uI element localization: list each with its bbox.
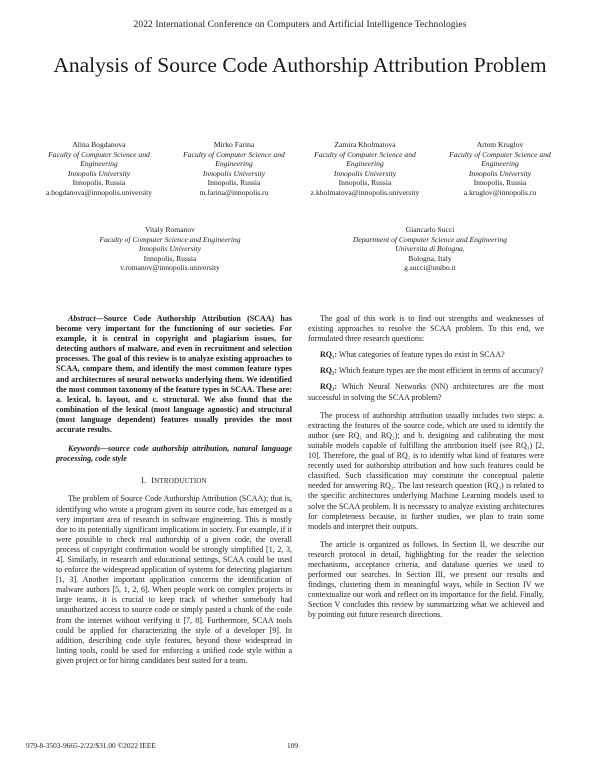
author-block [436,140,564,198]
author-affiliation: Department of Computer Science and Engineering [352,234,508,244]
abstract-label: Abstract— [68,314,104,323]
process-paragraph: The process of authorship attribution usually includes two steps: a. extracting the features of the source code, which are used to identify the author (see RQ₁ and RQ₂); and b. designing and calibrating the most suitable models capable of fulfilling the attribution itself (see RQ₃) [2, 10]. Therefore, the goal of RQ₁ is to identify what kind of features were recently used for authorship attribution and how such features could be classified. Such classification may constitute the conceptual palette needed for answering RQ₂. The last research question (RQ₃) is related to the specific architectures underlying Machine Learning models used to solve the SCAA problem. It is necessary to analyze existing architectures for completeness because, in further studies, we plan to train some models and interpret their outputs. [308,410,544,531]
author-email: v.romanov@innopolis.university [120,263,220,273]
keywords-text: source code authorship attribution, natural language processing, code style [56,444,292,464]
rq1-text: What categories of feature types do exist in SCAA? [338,350,505,360]
section-title-rest: NTRODUCTION [154,477,207,486]
section-number: I. [141,475,147,486]
author-location: Innopolis, Russia [473,178,527,188]
left-column [56,314,292,666]
keywords-label: Keywords— [68,444,108,454]
conference-header: 2022 International Conference on Computers and Artificial Intelligence Technologies [133,20,467,30]
author-affiliation: Faculty of Computer Science and Engineering [99,234,241,244]
rq3-text: Which Neural Networks (NN) architectures are the most successful in solving the SCAA problem? [308,382,544,402]
author-university: Innopolis University [333,168,397,178]
section-title-initial: I [151,475,155,486]
author-email: a.bogdanova@innopolis.university [45,187,153,197]
rq2-text: Which feature types are the most efficient in terms of accuracy? [338,366,544,376]
author-affiliation: Faculty of Computer Science and Engineering [48,149,150,169]
author-block [302,140,428,198]
author-name: Alina Bogdanova [72,140,126,149]
footer-isbn: 979-8-3503-9665-2/22/$31.00 ©2022 IEEE [26,741,156,750]
author-location: Innopolis, Russia [338,178,392,188]
keywords [56,444,292,464]
author-affiliation: Faculty of Computer Science and Engineering [314,149,416,169]
author-name: Artem Kruglov [476,140,524,149]
goal-paragraph: The goal of this work is to find out strengths and weaknesses of existing approaches to resolve the SCAA problem. To this end, we formulated three research questions: [308,314,544,344]
author-affiliation: Faculty of Computer Science and Engineering [449,149,551,169]
research-question-3 [308,382,544,402]
paper-title: Analysis of Source Code Authorship Attribution Problem [53,53,547,77]
author-university: Innopolis University [138,244,202,254]
author-university: Universita di Bologna, [395,244,465,254]
author-location: Bologna, Italy [408,253,452,263]
page-number: 109 [287,741,299,750]
rq1-label: RQ₁: [320,350,338,360]
author-block [38,140,160,198]
author-affiliation: Faculty of Computer Science and Engineering [183,149,285,169]
rq2-label: RQ₂: [320,366,338,376]
author-email: a.kruglov@innopolis.ru [463,187,537,197]
author-university: Innopolis University [468,168,532,178]
author-name: Vitaly Romanov [145,225,195,234]
author-name: Mirko Farina [213,140,255,149]
author-university: Innopolis University [67,168,131,178]
rq3-label: RQ₃: [320,382,338,392]
author-name: Giancarlo Succi [405,225,455,234]
section-heading [56,475,292,486]
abstract [56,314,292,435]
author-location: Innopolis, Russia [207,178,261,188]
author-email: z.kholmatova@innopolis.university [310,187,420,197]
author-email: m.farina@innopolis.ru [199,187,269,197]
author-location: Innopolis, Russia [72,178,126,188]
author-block [320,225,540,273]
author-name: Zamira Kholmatova [334,140,396,149]
abstract-text: Source Code Authorship Attribution (SCAA) has become very important for the functioning of our societies. For example, it is central in copyright and plagiarism issues, for detecting authors of malware, and even in recruitment and selection processes. The goal of this review is to analyze existing approaches to SCAA, compare them, and identify the most common feature types and architectures of neural networks underlying them. We identified the most common taxonomy of the feature types in SCAA. These are: a. lexical, b. layout, and c. structural. We also found that the combination of the lexical (most language agnostic) and structural (most language dependent) features usually provides the most accurate results. [56,314,292,435]
research-question-1 [308,350,544,360]
author-email: g.succi@unibo.it [404,263,456,273]
intro-paragraph: The problem of Source Code Authorship Attribution (SCAA); that is, identifying who wrote a program given its source code, has emerged as a very important area of research in software engineering. This is mostly due to its potentially significant implications in society. For example, if it were possible to check real authorship of a given code, the overall process of copyright confirmation would be strongly simplified [1, 2, 3, 4]. Similarly, in research and educational settings, SCAA could be used to enforce the widespread application of systems for detecting plagiarism [1, 3]. Another important application concerns the identification of malware authors [5, 1, 2, 6]. When people work on complex projects in large teams, it is crucial to keep track of whether somebody had unauthorized access to source code or simply pasted a chunk of the code from the internet without verifying it [7, 8]. Furthermore, SCAA tools could be applied for characterizing the style of a developer [9]. In addition, describing code style features, beyond those widespread in linting tools, could be used for enforcing a unified code style within a given project or for hiring candidates best suited for a team. [56,494,292,665]
organization-paragraph: The article is organized as follows. In Section II, we describe our research protocol in detail, highlighting for the reader the selection mechanisms, acceptance criteria, and database queries we used to performed our searches. In Section III, we present our results and findings, clustering them in meaningful ways, while in Section IV we contextualize our work and reflect on its importance for the field. Finally, Section V concludes this review by summarizing what we achieved and by pointing out future research directions. [308,539,544,620]
right-column [308,314,544,621]
author-university: Innopolis University [202,168,266,178]
author-block [70,225,270,273]
author-block [170,140,298,198]
author-location: Innopolis, Russia [143,253,197,263]
research-question-2 [308,366,544,376]
